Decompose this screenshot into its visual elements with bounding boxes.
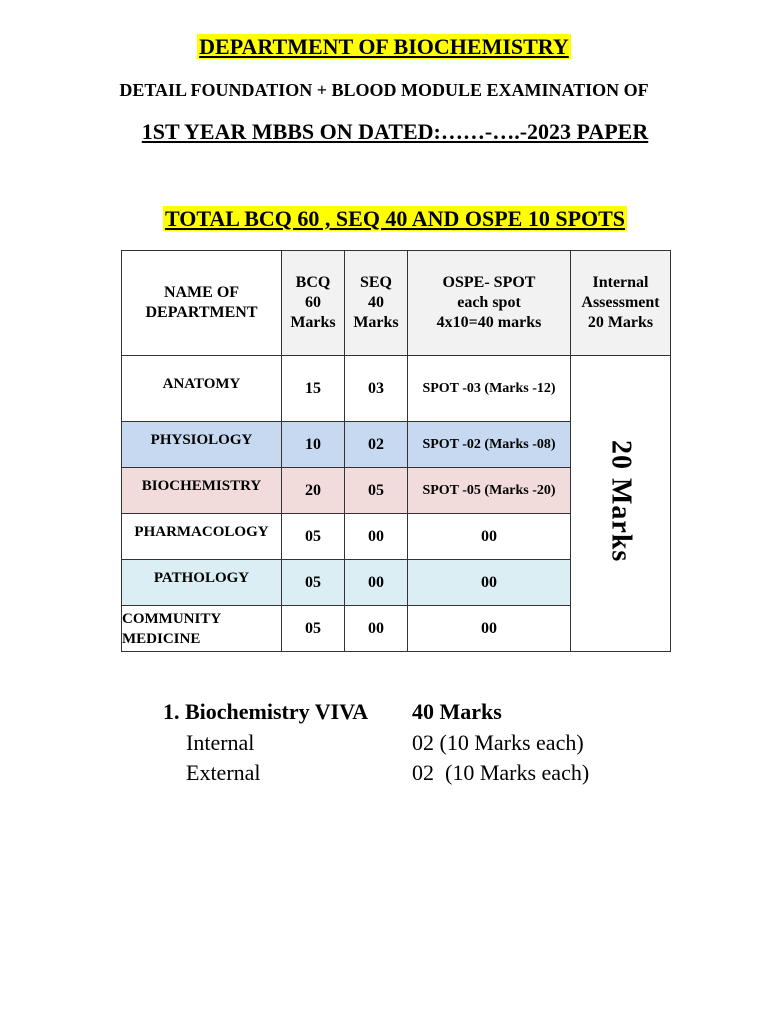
totals-text: TOTAL BCQ 60 , SEQ 40 AND OSPE 10 SPOTS <box>164 206 626 231</box>
bcq-cell: 05 <box>282 606 345 652</box>
viva-item-value: 02 (10 Marks each) <box>412 760 590 785</box>
table-header-row <box>122 251 671 356</box>
internal-assessment-merged-cell <box>571 356 671 652</box>
header-seq: SEQ 40 Marks <box>345 251 408 356</box>
viva-section <box>163 699 589 791</box>
seq-cell: 05 <box>345 468 408 514</box>
seq-cell: 02 <box>345 422 408 468</box>
department-cell: PHYSIOLOGY <box>122 422 282 468</box>
seq-cell: 03 <box>345 356 408 422</box>
ospe-cell: 00 <box>408 606 571 652</box>
page-title-text: DEPARTMENT OF BIOCHEMISTRY <box>199 34 569 59</box>
viva-item-label: Internal <box>186 729 255 755</box>
ospe-cell: 00 <box>408 514 571 560</box>
paper-date-line <box>0 119 768 145</box>
seq-cell: 00 <box>345 560 408 606</box>
viva-item-value: 02 (10 Marks each) <box>412 729 584 755</box>
seq-cell: 00 <box>345 514 408 560</box>
ospe-cell: 00 <box>408 560 571 606</box>
page-title <box>0 34 768 60</box>
header-internal-assessment: Internal Assessment 20 Marks <box>571 251 671 356</box>
header-bcq: BCQ 60 Marks <box>282 251 345 356</box>
internal-assessment-vertical-label: 20 Marks <box>605 439 637 563</box>
department-cell: PHARMACOLOGY <box>122 514 282 560</box>
header-department: NAME OF DEPARTMENT <box>122 251 282 356</box>
ospe-cell: SPOT -03 (Marks -12) <box>408 356 571 422</box>
ospe-cell: SPOT -05 (Marks -20) <box>408 468 571 514</box>
totals-line <box>0 206 768 232</box>
paper-date-text: 1ST YEAR MBBS ON DATED:……-….-2023 PAPER <box>141 119 649 144</box>
ospe-cell: SPOT -02 (Marks -08) <box>408 422 571 468</box>
department-cell: COMMUNITY MEDICINE <box>122 606 282 652</box>
bcq-cell: 05 <box>282 514 345 560</box>
list-item <box>163 730 589 761</box>
department-cell: PATHOLOGY <box>122 560 282 606</box>
viva-heading-value: 40 Marks <box>412 699 502 724</box>
viva-heading-row <box>163 699 589 730</box>
bcq-cell: 10 <box>282 422 345 468</box>
bcq-cell: 05 <box>282 560 345 606</box>
seq-cell: 00 <box>345 606 408 652</box>
viva-item-label: External <box>186 760 261 785</box>
exam-subtitle: DETAIL FOUNDATION + BLOOD MODULE EXAMINATION OF <box>119 80 649 100</box>
bcq-cell: 15 <box>282 356 345 422</box>
table-row <box>122 356 671 422</box>
department-cell: BIOCHEMISTRY <box>122 468 282 514</box>
marks-distribution-table <box>121 250 671 652</box>
bcq-cell: 20 <box>282 468 345 514</box>
department-cell: ANATOMY <box>122 356 282 422</box>
header-ospe: OSPE- SPOT each spot 4x10=40 marks <box>408 251 571 356</box>
list-item <box>163 760 589 791</box>
viva-heading-label: 1. Biochemistry VIVA <box>163 699 369 724</box>
